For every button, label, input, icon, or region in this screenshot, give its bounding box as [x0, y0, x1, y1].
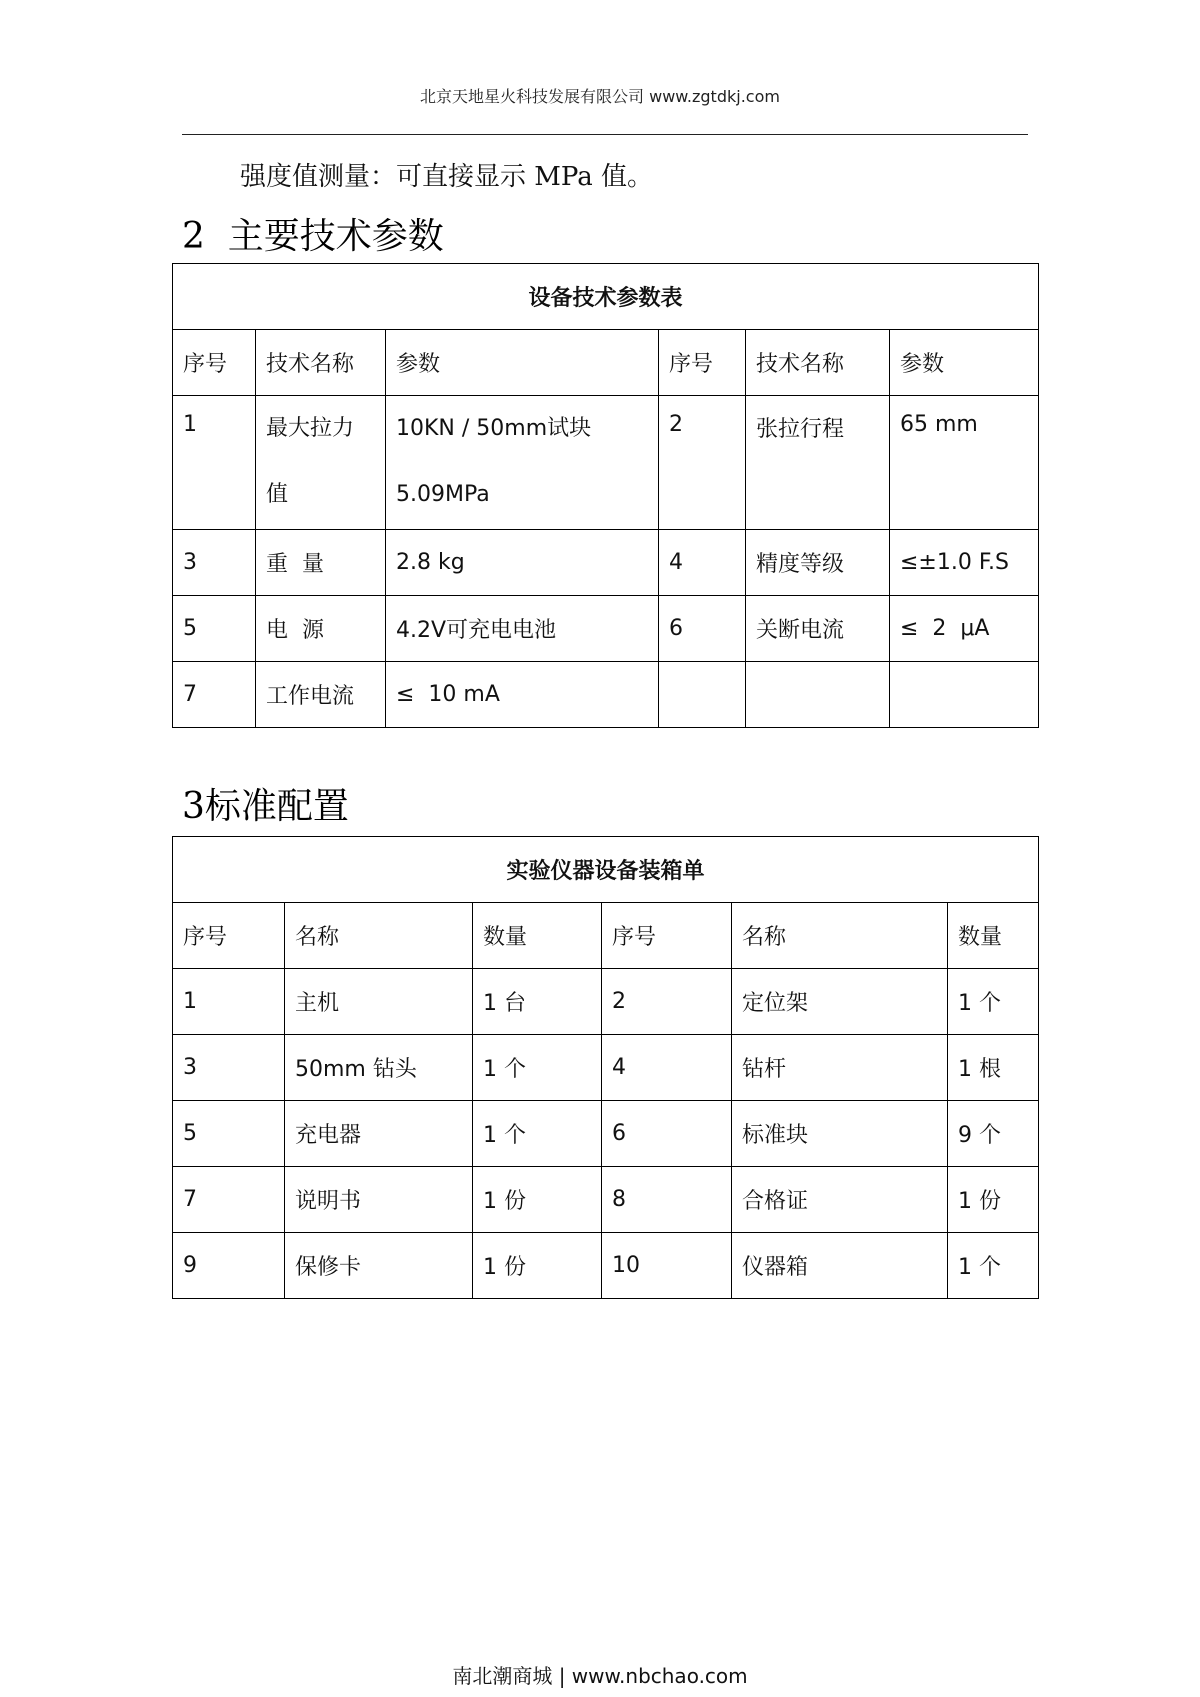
table-cell-wrapped	[256, 396, 386, 530]
page-footer: 南北潮商城 | www.nbchao.com	[452, 1664, 748, 1688]
table-cell: 10	[602, 1233, 732, 1299]
table-cell: 说明书	[285, 1167, 473, 1233]
table-cell: 7	[173, 662, 256, 728]
table-cell	[890, 662, 1039, 728]
table-cell: 电 源	[256, 596, 386, 662]
table-cell: 2.8 kg	[386, 530, 659, 596]
table-cell: 1 份	[473, 1233, 602, 1299]
table-cell: 1 个	[473, 1101, 602, 1167]
table-cell: 钻杆	[732, 1035, 948, 1101]
packing-table-caption-row	[173, 837, 1039, 903]
column-header: 数量	[473, 903, 602, 969]
table-row	[173, 1233, 1039, 1299]
table-cell: 5	[173, 596, 256, 662]
table-cell: 1	[173, 969, 285, 1035]
table-cell	[659, 662, 746, 728]
column-header: 参数	[890, 330, 1039, 396]
section-3-heading: 3标准配置	[182, 786, 349, 827]
table-cell: ≤±1.0 F.S	[890, 530, 1039, 596]
table-cell: 张拉行程	[746, 396, 890, 530]
column-header: 名称	[285, 903, 473, 969]
table-row	[173, 596, 1039, 662]
intro-paragraph: 强度值测量：可直接显示 MPa 值。	[240, 162, 653, 192]
table-cell: 保修卡	[285, 1233, 473, 1299]
table-row	[173, 662, 1039, 728]
table-cell: 9	[173, 1233, 285, 1299]
table-cell: 2	[602, 969, 732, 1035]
table-cell: 50mm 钻头	[285, 1035, 473, 1101]
table-cell: 充电器	[285, 1101, 473, 1167]
table-cell: 4	[602, 1035, 732, 1101]
table-cell: 4.2V可充电电池	[386, 596, 659, 662]
packing-table-caption: 实验仪器设备装箱单	[173, 837, 1039, 903]
table-cell: 定位架	[732, 969, 948, 1035]
table-cell: 6	[659, 596, 746, 662]
table-cell: 1 份	[473, 1167, 602, 1233]
spec-table-header-row	[173, 330, 1039, 396]
table-cell: 1 个	[948, 1233, 1039, 1299]
table-cell: 1	[173, 396, 256, 530]
table-row	[173, 969, 1039, 1035]
table-cell: 6	[602, 1101, 732, 1167]
table-cell: 65 mm	[890, 396, 1039, 530]
table-cell: 1 个	[473, 1035, 602, 1101]
column-header: 序号	[659, 330, 746, 396]
table-cell: 5	[173, 1101, 285, 1167]
table-cell: 3	[173, 1035, 285, 1101]
table-cell: 合格证	[732, 1167, 948, 1233]
table-cell: 重 量	[256, 530, 386, 596]
table-cell: 4	[659, 530, 746, 596]
table-cell: 关断电流	[746, 596, 890, 662]
table-cell: 标准块	[732, 1101, 948, 1167]
table-cell: 9 个	[948, 1101, 1039, 1167]
header-divider	[182, 134, 1028, 135]
column-header: 技术名称	[746, 330, 890, 396]
table-cell: ≤ 10 mA	[386, 662, 659, 728]
cell-line: 最大拉力	[266, 416, 355, 441]
table-cell	[746, 662, 890, 728]
table-cell: 8	[602, 1167, 732, 1233]
column-header: 序号	[602, 903, 732, 969]
table-cell: ≤ 2 μA	[890, 596, 1039, 662]
column-header: 参数	[386, 330, 659, 396]
packing-list-table	[172, 836, 1039, 1299]
table-cell: 1 份	[948, 1167, 1039, 1233]
column-header: 名称	[732, 903, 948, 969]
table-cell: 1 台	[473, 969, 602, 1035]
table-cell-wrapped	[386, 396, 659, 530]
table-cell: 工作电流	[256, 662, 386, 728]
table-cell: 1 个	[948, 969, 1039, 1035]
column-header: 序号	[173, 903, 285, 969]
table-row	[173, 1035, 1039, 1101]
packing-table-header-row	[173, 903, 1039, 969]
table-row	[173, 530, 1039, 596]
table-row	[173, 1101, 1039, 1167]
page-header: 北京天地星火科技发展有限公司 www.zgtdkj.com	[420, 87, 780, 106]
spec-table	[172, 263, 1039, 728]
section-2-heading: 2 主要技术参数	[182, 216, 444, 257]
table-cell: 主机	[285, 969, 473, 1035]
table-cell: 1 根	[948, 1035, 1039, 1101]
table-cell: 仪器箱	[732, 1233, 948, 1299]
table-cell: 精度等级	[746, 530, 890, 596]
spec-table-caption-row	[173, 264, 1039, 330]
table-cell: 3	[173, 530, 256, 596]
cell-line: 10KN / 50mm试块	[396, 416, 592, 441]
table-row	[173, 1167, 1039, 1233]
table-row	[173, 396, 1039, 530]
column-header: 序号	[173, 330, 256, 396]
column-header: 技术名称	[256, 330, 386, 396]
table-cell: 7	[173, 1167, 285, 1233]
spec-table-caption: 设备技术参数表	[173, 264, 1039, 330]
column-header: 数量	[948, 903, 1039, 969]
cell-line: 5.09MPa	[396, 482, 490, 507]
table-cell: 2	[659, 396, 746, 530]
cell-line: 值	[266, 482, 289, 507]
